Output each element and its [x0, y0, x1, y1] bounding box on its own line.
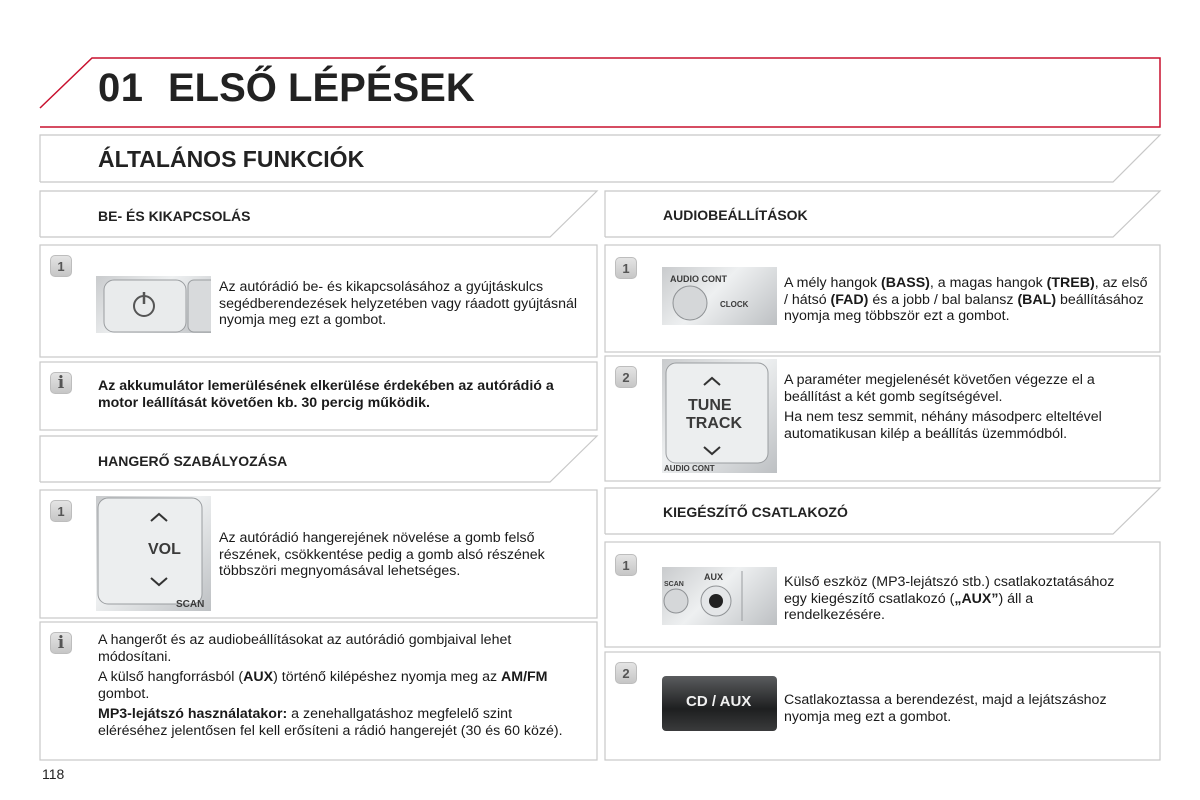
track-label: TRACK — [686, 415, 742, 432]
scan-label: SCAN — [176, 599, 205, 610]
chapter-title: ELSŐ LÉPÉSEK — [168, 66, 475, 110]
volume-info-text — [98, 632, 578, 743]
cd-aux-button-photo — [662, 676, 777, 731]
audio-step2-p2: Ha nem tesz semmit, néhány másodperc elteltével automatikusan kilép a beállítás üzemmódból. — [784, 409, 1102, 442]
audio-step1-text: A mély hangok (BASS), a magas hangok (TREB), az első / hátsó (FAD) és a jobb / bal balansz (BAL) beállításához nyomja meg többször ezt a gombot. — [784, 275, 1148, 324]
clock-label: CLOCK — [720, 300, 749, 309]
step-badge: 1 — [615, 257, 637, 279]
audio-cont-button-photo — [662, 267, 777, 325]
power-info-text: Az akkumulátor lemerülésének elkerülése érdekében az autórádió a motor leállítását követően kb. 30 percig működik. — [98, 378, 554, 411]
vol-label: VOL — [148, 541, 181, 558]
volume-subtitle: HANGERŐ SZABÁLYOZÁSA — [98, 453, 288, 469]
aux-step2-text: Csatlakoztassa a berendezést, majd a lejátszáshoz nyomja meg ezt a gombot. — [784, 692, 1107, 725]
volume-info-p2: A külső hangforrásból (AUX) történő kilépéshez nyomja meg az AM/FM gombot. — [98, 669, 548, 702]
audio-subtitle: AUDIOBEÁLLÍTÁSOK — [663, 207, 808, 223]
audio-step2-text — [784, 372, 1154, 446]
power-icon — [96, 276, 211, 333]
section-title: ÁLTALÁNOS FUNKCIÓK — [98, 146, 365, 172]
step-badge: 2 — [615, 366, 637, 388]
aux-label: AUX — [704, 572, 724, 582]
info-icon: i — [50, 372, 72, 394]
page-number: 118 — [42, 766, 65, 782]
step-badge: 1 — [615, 554, 637, 576]
cd-aux-label: CD / AUX — [686, 693, 752, 710]
aux-subtitle: KIEGÉSZÍTŐ CSATLAKOZÓ — [663, 504, 848, 520]
volume-info-p3: MP3-lejátszó használatakor: a zenehallgatáshoz megfelelő szint eléréséhez jelentősen fel kell erősíteni a rádió hangerejét (30 és 60 közé). — [98, 706, 563, 739]
audio-step2-p1: A paraméter megjelenését követően végezze el a beállítást a két gomb segítségével. — [784, 372, 1095, 405]
tune-track-button-photo — [662, 359, 777, 473]
volume-step1-text: Az autórádió hangerejének növelése a gomb felső részének, csökkentése pedig a gomb alsó részének többszöri megnyomásával lehetséges. — [219, 530, 545, 579]
power-subtitle: BE- ÉS KIKAPCSOLÁS — [98, 208, 251, 224]
power-button-photo — [96, 276, 211, 333]
scan-label-small: SCAN — [664, 581, 684, 588]
aux-step1-text: Külső eszköz (MP3-lejátszó stb.) csatlakoztatásához egy kiegészítő csatlakozó („AUX”) áll a rendelkezésére. — [784, 574, 1115, 623]
volume-button-photo — [96, 496, 211, 611]
info-icon: i — [50, 632, 72, 654]
step-badge: 1 — [50, 500, 72, 522]
chapter-number: 01 — [98, 66, 144, 110]
audio-cont-label: AUDIO CONT — [670, 274, 727, 284]
volume-info-p1: A hangerőt és az audiobeállításokat az autórádió gombjaival lehet módosítani. — [98, 632, 512, 665]
step-badge: 2 — [615, 662, 637, 684]
power-step1-text: Az autórádió be- és kikapcsolásához a gyújtáskulcs segédberendezések helyzetében vagy ráadott gyújtásnál nyomja meg ezt a gombot. — [219, 279, 578, 328]
audio-cont-label-small: AUDIO CONT — [664, 464, 715, 473]
step-badge: 1 — [50, 255, 72, 277]
aux-socket-photo — [662, 567, 777, 625]
tune-label: TUNE — [688, 397, 732, 414]
